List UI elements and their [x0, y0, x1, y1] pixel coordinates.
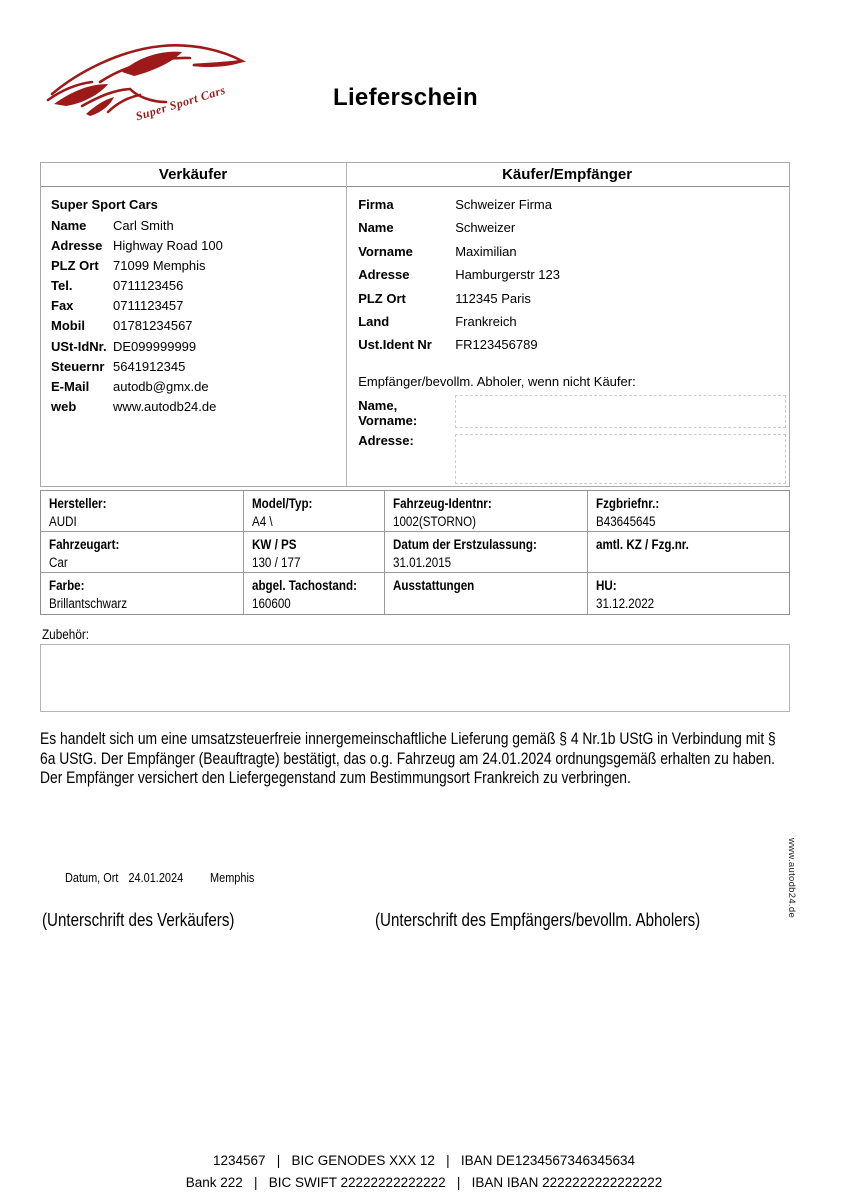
vehicle-cell: [41, 573, 244, 614]
field-value: 1002(STORNO): [393, 514, 477, 529]
field-label: Firma: [358, 197, 394, 212]
place-value: Memphis: [210, 870, 255, 885]
date-value: 24.01.2024: [128, 870, 184, 885]
field-value: Brillantschwarz: [49, 596, 128, 611]
column-divider: [346, 163, 347, 486]
legal-text: Es handelt sich um eine umsatzsteuerfreie innergemeinschaftliche Lieferung gemäß § 4 Nr.1b UStG in Verbindung mit § 6a UStG. Der Empfänger (Beauftragte) bestätigt, das o.g. Fahrzeug am 24.01.2024 ordnungsgemäß erhalten zu haben. Der Empfänger versichert den Liefergegenstand zum Bestimmungsort Frankreich zu verbringen.: [40, 730, 776, 787]
field-label: Ust.Ident Nr: [358, 337, 432, 353]
buyer-signature-label: (Unterschrift des Empfängers/bevollm. Abholers): [375, 910, 701, 930]
field-value: 160600: [252, 596, 292, 611]
seller-details: [41, 187, 345, 487]
vehicle-details-table: [40, 490, 790, 615]
field-label: Fzgbriefnr.:: [595, 496, 659, 511]
field-label: KW / PS: [252, 537, 297, 552]
field-label: USt-IdNr.: [51, 338, 107, 354]
seller-signature-label: (Unterschrift des Verkäufers): [42, 910, 235, 930]
field-label: Name: [358, 220, 394, 236]
seller-row: [51, 296, 345, 316]
buyer-row: [358, 333, 786, 356]
field-value: A4 \: [252, 514, 274, 529]
field-label: HU:: [595, 578, 617, 593]
field-value: DE099999999: [113, 338, 197, 354]
field-value: Frankreich: [455, 313, 517, 329]
field-label: Datum der Erstzulassung:: [393, 537, 537, 552]
vehicle-cell: [244, 491, 385, 532]
buyer-header: Käufer/Empfänger: [502, 166, 633, 183]
field-label: Mobil: [51, 318, 85, 334]
field-value: Schweizer: [455, 220, 516, 236]
field-label: Hersteller:: [49, 496, 107, 511]
brand-name: Super Sport Cars: [133, 82, 228, 124]
field-value: autodb@gmx.de: [113, 379, 209, 394]
footer-line-2: Bank 222 | BIC SWIFT 22222222222222 | IBAN IBAN 2222222222222222: [185, 1175, 663, 1190]
field-label: Name: [51, 217, 87, 233]
field-label: amtl. KZ / Fzg.nr.: [595, 537, 689, 552]
vehicle-cell: [385, 573, 588, 614]
field-label: Adresse:: [358, 432, 414, 448]
field-label: Vorname: [358, 243, 413, 259]
date-label: Datum, Ort: [65, 870, 119, 885]
field-label: Adresse: [51, 237, 103, 253]
pickup-note: Empfänger/bevollm. Abholer, wenn nicht Käufer:: [358, 373, 636, 389]
pickup-name-field: [358, 395, 786, 428]
vehicle-cell: [385, 491, 588, 532]
field-label: Fahrzeugart:: [49, 537, 120, 552]
field-label: Steuernr: [51, 358, 105, 374]
field-value: 0711123457: [113, 298, 184, 314]
seller-row: [51, 316, 345, 336]
field-value: Schweizer Firma: [455, 197, 552, 212]
seller-row: [51, 377, 345, 397]
vehicle-cell: [588, 573, 789, 614]
field-label: Adresse: [358, 267, 410, 283]
side-watermark: www.autodb24.de: [786, 838, 797, 919]
field-value: Car: [49, 555, 68, 570]
field-value: 5641912345: [113, 358, 186, 374]
field-value: 112345 Paris: [455, 290, 531, 306]
field-value: 71099 Memphis: [113, 257, 206, 273]
field-value: 130 / 177: [252, 555, 301, 570]
field-label: abgel. Tachostand:: [252, 578, 358, 593]
field-label: web: [51, 399, 77, 415]
field-value: 31.01.2015: [393, 555, 452, 570]
seller-row: [51, 337, 345, 357]
field-label: PLZ Ort: [51, 257, 99, 273]
vehicle-cell: [244, 573, 385, 614]
date-place-line: [65, 870, 254, 885]
buyer-row: [358, 240, 786, 263]
field-value: Hamburgerstr 123: [455, 267, 560, 283]
field-label: PLZ Ort: [358, 290, 406, 306]
field-label: E-Mail: [51, 379, 90, 394]
field-label: Name, Vorname:: [358, 397, 418, 428]
field-label: Tel.: [51, 278, 73, 294]
field-label: Ausstattungen: [393, 578, 475, 593]
field-label: Fahrzeug-Identnr:: [393, 496, 492, 511]
seller-header: Verkäufer: [158, 166, 228, 183]
field-value: 01781234567: [113, 318, 193, 334]
field-value: FR123456789: [455, 337, 538, 353]
seller-row: [51, 216, 345, 236]
vehicle-cell: [41, 491, 244, 532]
buyer-details: [345, 187, 789, 487]
seller-company: Super Sport Cars: [51, 197, 158, 212]
page-title: Lieferschein: [333, 84, 478, 111]
seller-row: [51, 256, 345, 276]
buyer-row: [358, 287, 786, 310]
footer-bank-details: [0, 1150, 848, 1194]
seller-row: [51, 276, 345, 296]
field-value: AUDI: [49, 514, 77, 529]
pickup-name-blank-box: [455, 395, 786, 428]
parties-table: [40, 162, 790, 487]
vehicle-cell: [588, 491, 789, 532]
buyer-row: [358, 310, 786, 333]
field-value: 31.12.2022: [595, 596, 654, 611]
buyer-row: [358, 193, 786, 216]
pickup-address-blank-box: [455, 434, 786, 484]
footer-line-1: 1234567 | BIC GENODES XXX 12 | IBAN DE1234567346345634: [212, 1153, 636, 1168]
vehicle-cell: [41, 532, 244, 573]
buyer-row: [358, 216, 786, 239]
field-label: Model/Typ:: [252, 496, 313, 511]
field-value: 0711123456: [113, 278, 184, 294]
buyer-row: [358, 263, 786, 286]
brand-logo: [42, 34, 257, 126]
field-label: Farbe:: [49, 578, 85, 593]
seller-row: [51, 397, 345, 417]
field-value: Highway Road 100: [113, 237, 223, 253]
vehicle-cell: [588, 532, 789, 573]
field-value: Carl Smith: [113, 217, 174, 233]
field-label: Land: [358, 313, 390, 329]
field-label: Fax: [51, 298, 74, 314]
accessories-label: Zubehör:: [42, 626, 90, 642]
vehicle-cell: [385, 532, 588, 573]
pickup-address-field: [358, 430, 786, 484]
vehicle-cell: [244, 532, 385, 573]
field-value: B43645645: [595, 514, 656, 529]
seller-row: [51, 357, 345, 377]
field-value: Maximilian: [455, 243, 517, 259]
seller-row: [51, 236, 345, 256]
accessories-blank-box: [40, 644, 790, 712]
field-value: www.autodb24.de: [113, 399, 217, 415]
